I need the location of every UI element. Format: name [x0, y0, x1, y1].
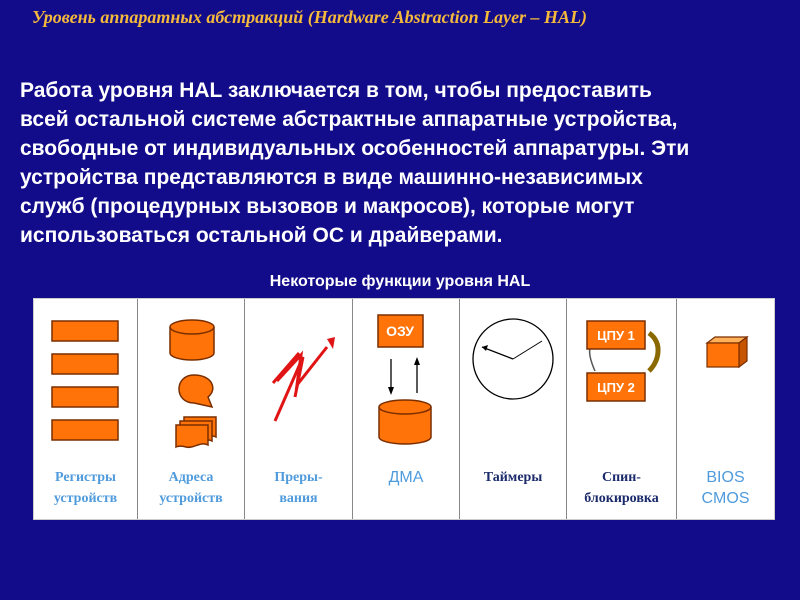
paragraph-line: всей остальной системе абстрактные аппаратные устройства, [20, 108, 678, 131]
description-paragraph [20, 76, 790, 250]
cpu1-box-label: ЦПУ 1 [597, 328, 635, 343]
ram-box-label: ОЗУ [386, 323, 414, 339]
paragraph-line: служб (процедурных вызовов и макросов), которые могут [20, 195, 635, 218]
functions-subtitle: Некоторые функции уровня HAL [269, 273, 531, 290]
function-cell-timers [460, 299, 567, 519]
paragraph-line: Работа уровня HAL заключается в том, чтобы предоставить [20, 79, 652, 102]
paragraph-line: свободные от индивидуальных особенностей аппаратуры. Эти [20, 137, 690, 160]
cpu2-box-label: ЦПУ 2 [597, 380, 635, 395]
function-cell-dma [353, 299, 460, 519]
paragraph-line: использоваться остальной ОС и драйверами. [20, 224, 503, 247]
function-cell-interrupts [245, 299, 353, 519]
function-label: BIOS CMOS [701, 469, 750, 507]
function-label: ДМА [388, 469, 424, 486]
function-cell-spinlock [567, 299, 677, 519]
function-label: Адреса устройств [159, 470, 223, 506]
function-label: Преры- вания [274, 470, 323, 506]
hal-functions-table [33, 298, 775, 520]
function-cell-addresses [138, 299, 245, 519]
function-cell-registers [34, 299, 138, 519]
slide-title: Уровень аппаратных абстракций (Hardware Abstraction Layer – HAL) [32, 7, 588, 27]
function-label: Спин- блокировка [584, 470, 659, 506]
paragraph-line: устройства представляются в виде машинно-независимых [20, 166, 643, 189]
function-label: Таймеры [483, 470, 543, 485]
function-cell-bios [677, 299, 774, 519]
function-label: Регистры устройств [53, 470, 118, 506]
